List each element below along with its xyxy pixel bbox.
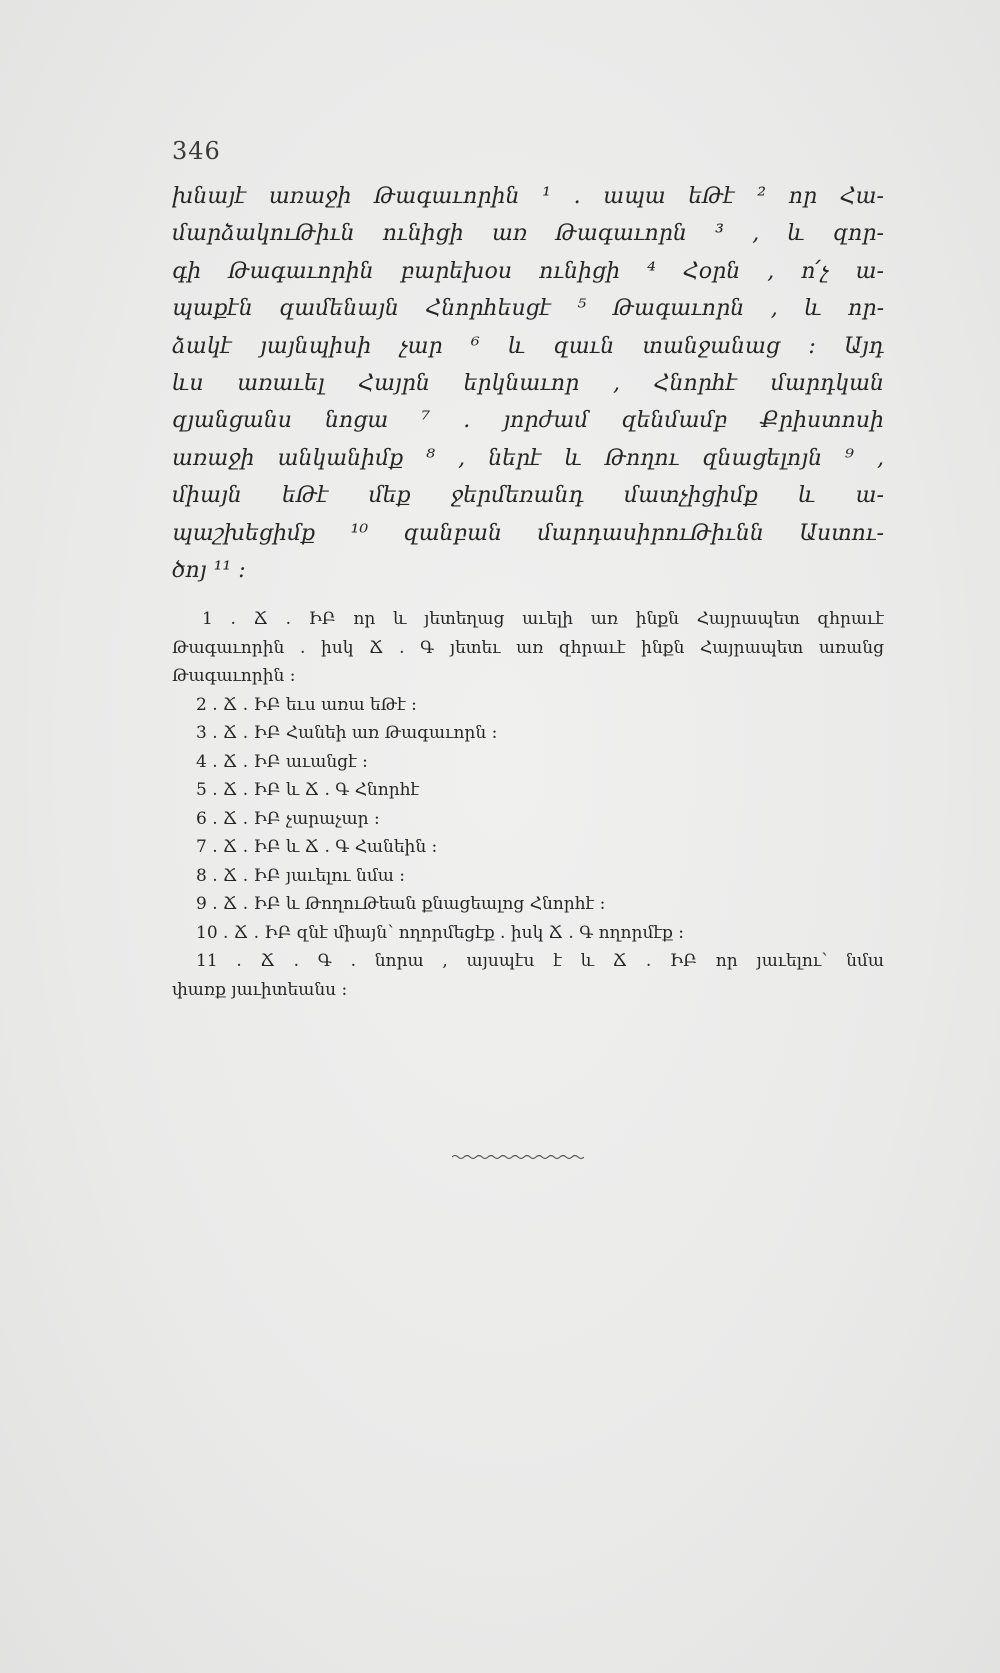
body-line: միայն եԹէ մեք ջերմեռանդ մատչիցիմք և ա-	[172, 483, 884, 509]
footnote-line: 2 . Ճ . ԻԲ եւս առա եԹէ ։	[196, 694, 417, 715]
footnote-line: Թագաւորին ։	[172, 666, 296, 686]
body-line: ևս առաւել Հայրն երկնաւոր , Հնորհէ մարդկան	[172, 370, 884, 396]
page-number: 346	[172, 137, 221, 165]
footnote-line: 1 . Ճ . ԻԲ որ և յետեղաց աւելի առ ինքն Հայրապետ զհրաւէ	[202, 609, 884, 629]
body-line: խնայէ առաջի Թագաւորին ¹ . ապա եԹէ ² որ Հա-	[172, 184, 884, 209]
body-line: պաքէն զամենայն Հնորհեսցէ ⁵ Թագաւորն , և որ-	[172, 296, 884, 322]
footnote-line: 7 . Ճ . ԻԲ և Ճ . Գ Հանեին ։	[196, 837, 438, 857]
footnote-line: 6 . Ճ . ԻԲ չարաչար ։	[196, 808, 380, 829]
body-text	[172, 178, 884, 589]
body-line: զյանցանս նոցա ⁷ . յորժամ զենմամբ Քրիստոսի	[172, 408, 884, 434]
footnote-line: 4 . Ճ . ԻԲ աւանցէ ։	[196, 751, 368, 772]
body-line: գի Թագաւորին բարեխօս ունիցի ⁴ Հօրն , ո՛չ ա-	[172, 258, 884, 284]
body-line: առաջի անկանիմք ⁸ , ներէ և Թողու զնացելոյն ⁹ ,	[172, 445, 884, 471]
footnote-line: 8 . Ճ . ԻԲ յաւելու նմա ։	[196, 865, 406, 886]
footnotes	[172, 605, 884, 1004]
body-line: պաշխեցիմք ¹⁰ զանբան մարդասիրուԹիւնն Աստու-	[172, 520, 884, 546]
wavy-rule-ornament	[452, 1152, 584, 1162]
footnote-line: Թագաւորին . իսկ Ճ . Գ յետեւ առ զհրաւէ ինքն Հայրապետ առանց	[172, 637, 884, 658]
footnote-line: 5 . Ճ . ԻԲ և Ճ . Գ Հնորհէ	[196, 780, 420, 800]
footnote-line: 9 . Ճ . ԻԲ և ԹողուԹեան քնացեալոց Հնորհէ ։	[196, 894, 606, 914]
footnote-line: փառք յաւիտեանս ։	[172, 979, 348, 1000]
footnote-line: 10 . Ճ . ԻԲ զնէ միայն՝ ողորմեցէք . իսկ Ճ . Գ ողորմէք ։	[196, 922, 685, 943]
body-line: ձակէ յայնպիսի չար ⁶ և զաւն տանջանաց ։ Այդ	[172, 333, 884, 359]
body-line: ծոյ ¹¹ ։	[172, 557, 246, 583]
body-line: մարձակուԹիւն ունիցի առ Թագաւորն ³ , և զոր-	[172, 221, 884, 247]
footnote-line: 3 . Ճ . ԻԲ Հանեի առ Թագաւորն ։	[196, 723, 498, 743]
footnote-line: 11 . Ճ . Գ . նորա , այսպէս է և Ճ . ԻԲ որ յաւելու՝ նմա	[196, 951, 884, 971]
